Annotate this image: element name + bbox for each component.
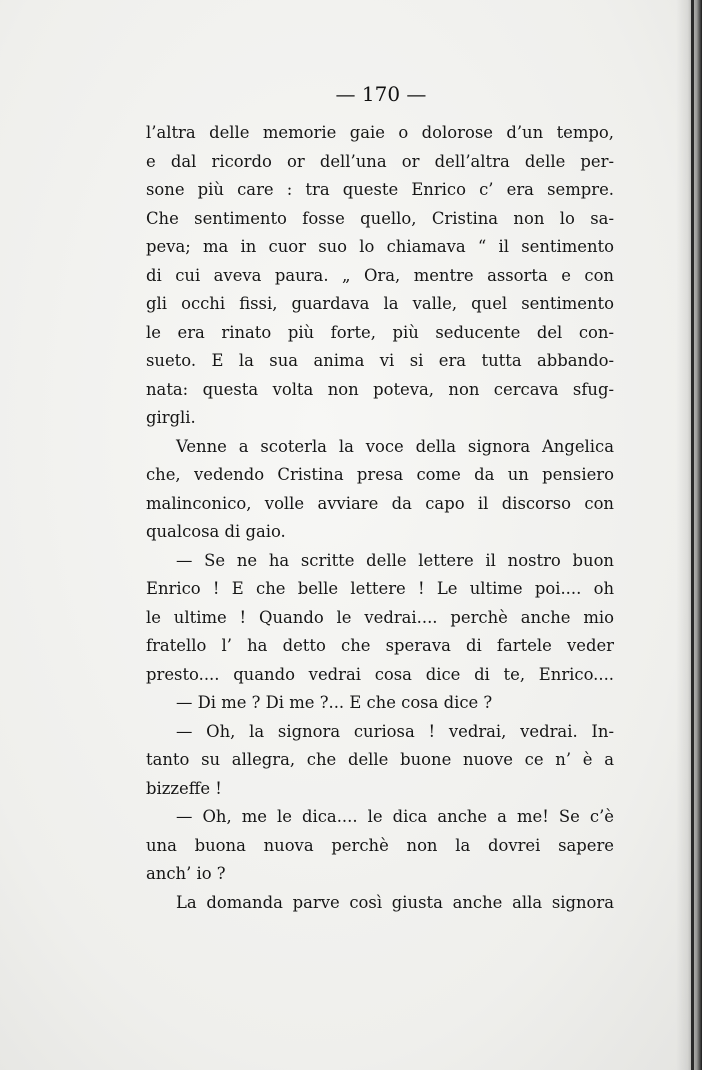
body-text <box>146 119 614 917</box>
text-line: Che sentimento fosse quello, Cristina non lo sa- <box>146 208 614 228</box>
text-line: malinconico, volle avviare da capo il discorso con <box>146 493 614 513</box>
text-line: anch’ io ? <box>146 864 226 883</box>
text-line: peva; ma in cuor suo lo chiamava “ il sentimento <box>146 237 614 256</box>
page-edge-line <box>691 0 694 1070</box>
text-line: Venne a scoterla la voce della signora Angelica <box>176 436 614 456</box>
text-line: le ultime ! Quando le vedrai.... perchè anche mio <box>146 607 614 627</box>
text-line: che, vedendo Cristina presa come da un pensiero <box>146 465 614 484</box>
text-line: Enrico ! E che belle lettere ! Le ultime poi.... oh <box>146 579 614 598</box>
text-line: una buona nuova perchè non la dovrei sapere <box>146 835 614 855</box>
text-line: — Di me ? Di me ?... E che cosa dice ? <box>176 693 493 712</box>
text-line: sueto. E la sua anima vi si era tutta abbando- <box>146 351 614 370</box>
text-line: nata: questa volta non poteva, non cercava sfug- <box>146 379 614 399</box>
text-line: sone più care : tra queste Enrico c’ era sempre. <box>146 180 614 199</box>
text-line: qualcosa di gaio. <box>146 522 286 541</box>
text-line: le era rinato più forte, più seducente del con- <box>146 322 614 342</box>
text-line: presto.... quando vedrai cosa dice di te, Enrico.... <box>146 664 614 684</box>
text-line: bizzeffe ! <box>146 778 222 798</box>
text-line: e dal ricordo or dell’una or dell’altra delle per- <box>146 151 614 171</box>
text-line: tanto su allegra, che delle buone nuove ce n’ è a <box>146 750 614 769</box>
text-line: girgli. <box>146 408 196 427</box>
text-line: l’altra delle memorie gaie o dolorose d’un tempo, <box>146 123 614 142</box>
text-line: gli occhi fissi, guardava la valle, quel sentimento <box>146 294 614 313</box>
text-line: — Se ne ha scritte delle lettere il nostro buon <box>176 550 614 570</box>
text-line: — Oh, me le dica.... le dica anche a me! Se c’è <box>176 807 614 826</box>
text-line: La domanda parve così giusta anche alla signora <box>176 892 614 912</box>
page-edge-shadow <box>676 0 702 1070</box>
text-line: di cui aveva paura. „ Ora, mentre assorta e con <box>146 265 614 285</box>
page-number: — 170 — <box>335 82 427 106</box>
text-line: fratello l’ ha detto che sperava di fartele veder <box>146 636 614 655</box>
text-line: — Oh, la signora curiosa ! vedrai, vedrai. In- <box>176 721 614 741</box>
